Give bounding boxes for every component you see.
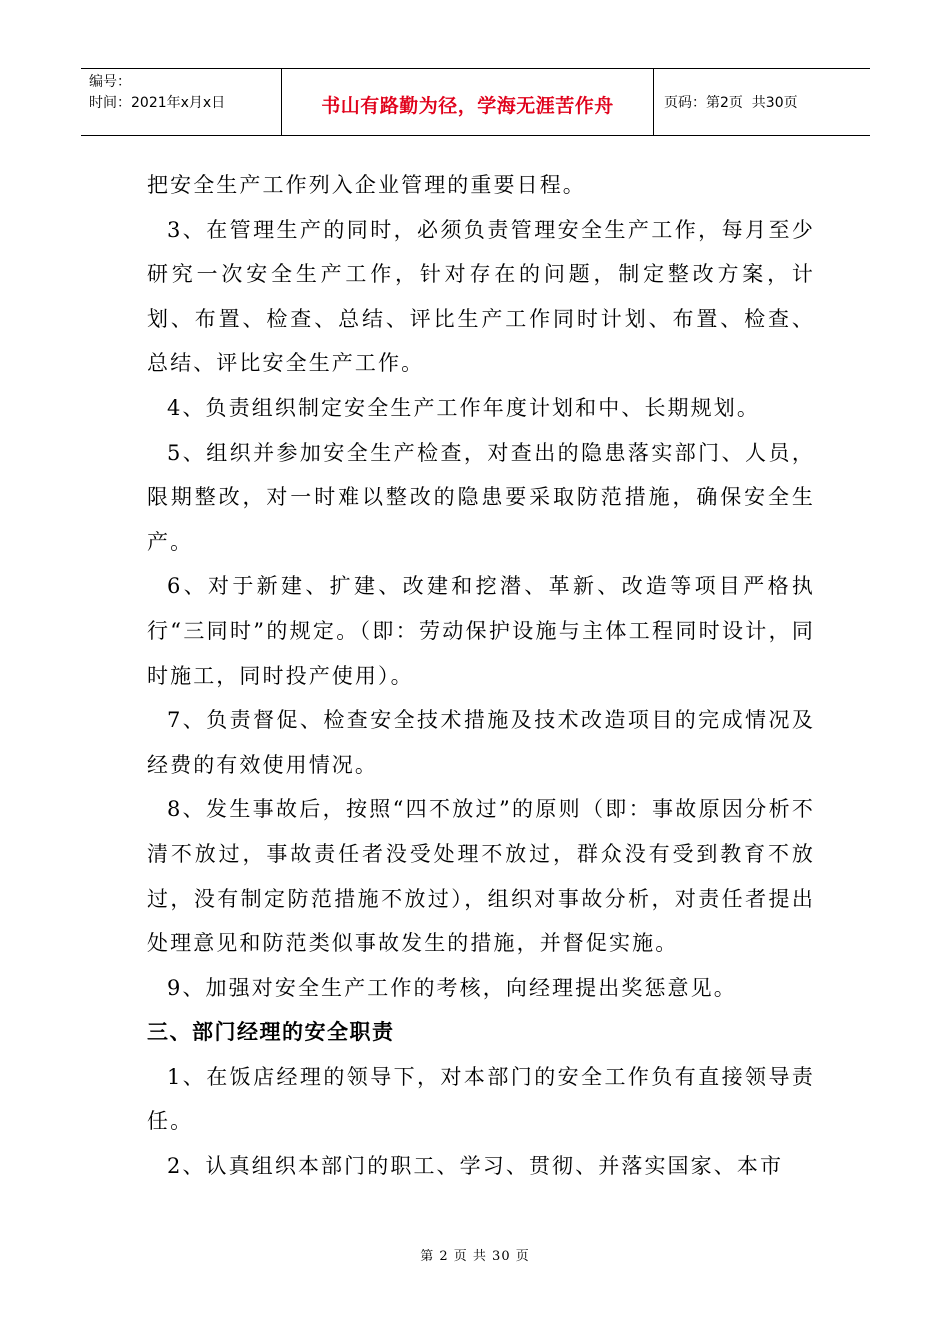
document-body (147, 163, 815, 1189)
body-paragraph: 把安全生产工作列入企业管理的重要日程。 (147, 173, 586, 197)
page-header (81, 68, 870, 136)
body-paragraph: 9、加强对安全生产工作的考核，向经理提出奖惩意见。 (167, 975, 737, 1000)
body-paragraph: 8、发生事故后，按照“四不放过”的原则（即：事故原因分析不清不放过，事故责任者没受处理不放过，群众没有受到教育不放过，没有制定防范措施不放过），组织对事故分析，对责任者提出处理意见和防范类似事故发生的措施，并督促实施。 (147, 797, 815, 956)
body-paragraph: 4、负责组织制定安全生产工作年度计划和中、长期规划。 (167, 395, 760, 420)
body-paragraph: 5、组织并参加安全生产检查，对查出的隐患落实部门、人员，限期整改，对一时难以整改的隐患要采取防范措施，确保安全生产。 (147, 440, 815, 554)
page-footer: 第 2 页 共 30 页 (420, 1249, 530, 1264)
header-motto-cell (282, 69, 654, 135)
header-meta-cell (81, 69, 282, 135)
header-page-cell (654, 69, 870, 135)
header-page-info: 页码：第2页 共30页 (664, 95, 798, 111)
header-motto: 书山有路勤为径，学海无涯苦作舟 (321, 94, 614, 117)
section-paragraph: 2、认真组织本部门的职工、学习、贯彻、并落实国家、本市 (167, 1154, 784, 1179)
section-heading: 三、部门经理的安全职责 (147, 1020, 395, 1045)
body-paragraph: 7、负责督促、检查安全技术措施及技术改造项目的完成情况及经费的有效使用情况。 (147, 708, 815, 777)
document-number-label: 编号： (89, 74, 131, 90)
body-paragraph: 6、对于新建、扩建、改建和挖潜、革新、改造等项目严格执行“三同时”的规定。（即：劳动保护设施与主体工程同时设计，同时施工，同时投产使用）。 (147, 574, 815, 688)
section-paragraph: 1、在饭店经理的领导下，对本部门的安全工作负有直接领导责任。 (147, 1064, 815, 1134)
document-date-label: 时间：2021年x月x日 (89, 95, 226, 111)
body-paragraph: 3、在管理生产的同时，必须负责管理安全生产工作，每月至少研究一次安全生产工作，针对存在的问题，制定整改方案，计划、布置、检查、总结、评比生产工作同时计划、布置、检查、总结、评比安全生产工作。 (147, 217, 815, 376)
